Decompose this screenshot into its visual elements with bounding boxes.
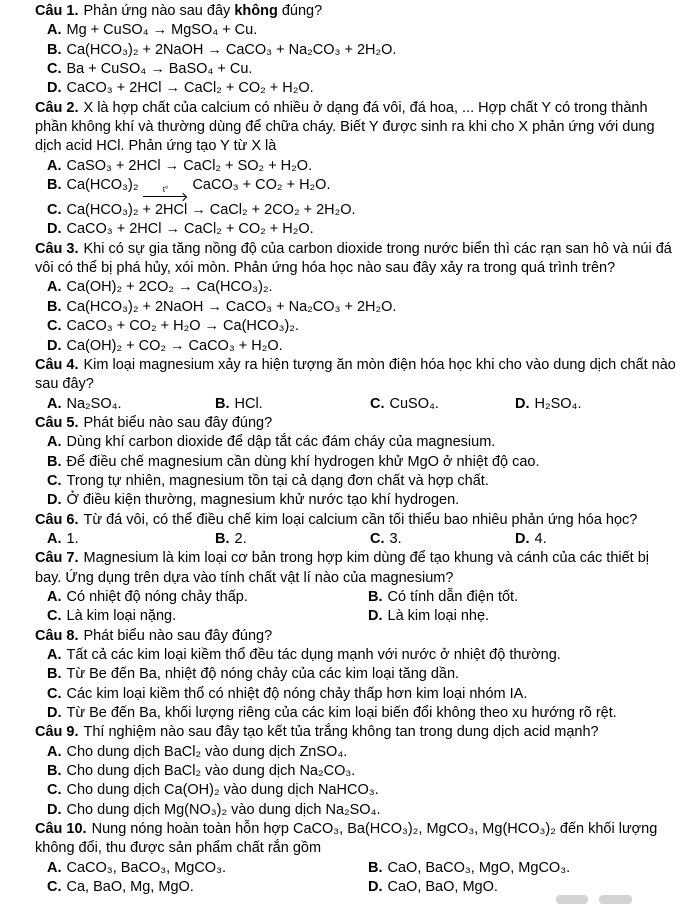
stem-text: Phát biểu nào sau đây đúng? bbox=[83, 627, 273, 644]
option-letter: C. bbox=[370, 395, 385, 412]
option-a bbox=[47, 859, 368, 878]
option-letter: B. bbox=[47, 763, 62, 780]
option-text: 4. bbox=[534, 530, 547, 547]
option-c bbox=[35, 685, 676, 704]
stem-text: đúng? bbox=[277, 3, 323, 19]
option-b bbox=[368, 859, 676, 878]
option-text: Cho dung dịch BaCl₂ vào dung dịch Na₂CO₃. bbox=[66, 763, 356, 780]
options-group bbox=[35, 433, 676, 510]
option-a bbox=[35, 433, 676, 452]
option-letter: A. bbox=[47, 157, 62, 174]
option-b bbox=[215, 395, 370, 414]
question-block-4 bbox=[35, 356, 676, 414]
question-number: Câu 1. bbox=[35, 3, 79, 19]
option-text: Dùng khí carbon dioxide để dập tắt các đám cháy của magnesium. bbox=[66, 434, 496, 451]
option-d bbox=[515, 395, 676, 414]
option-d bbox=[35, 337, 676, 356]
option-letter: D. bbox=[515, 395, 530, 412]
option-letter: B. bbox=[368, 859, 383, 876]
stem-text: Kim loại magnesium xảy ra hiện tượng ăn mòn điện hóa học khi cho vào dung dịch chất nào sau đây? bbox=[35, 356, 676, 393]
option-text: CaSO₃ + 2HCl → CaCl₂ + SO₂ + H₂O. bbox=[66, 157, 313, 174]
option-text: CuSO₄. bbox=[389, 395, 439, 412]
options-group bbox=[47, 395, 676, 414]
question-block-1 bbox=[35, 2, 676, 99]
question-number: Câu 7. bbox=[35, 550, 79, 567]
option-letter: D. bbox=[515, 530, 530, 547]
option-a bbox=[35, 21, 676, 40]
option-text: Ca(OH)₂ + CO₂ → CaCO₃ + H₂O. bbox=[66, 337, 283, 354]
stem-text: X là hợp chất của calcium có nhiều ở dạng đá vôi, đá hoa, ... Hợp chất Y có trong thành phần không khí và thường dùng để chữa cháy. Biết Y được sinh ra khi cho X phản ứng với dung dịch acid HCl. Phản ứng tạo Y từ X là bbox=[35, 99, 655, 155]
option-c bbox=[35, 781, 676, 800]
options-group bbox=[35, 646, 676, 723]
stem-text: Thí nghiệm nào sau đây tạo kết tủa trắng không tan trong dung dịch acid mạnh? bbox=[83, 724, 599, 741]
option-text: H₂SO₄. bbox=[534, 395, 582, 412]
option-text: Là kim loại nhẹ. bbox=[387, 608, 490, 625]
stem-text: Phản ứng nào sau đây bbox=[83, 3, 235, 19]
option-letter: B. bbox=[47, 177, 62, 194]
option-text: CaCO₃, BaCO₃, MgCO₃. bbox=[66, 859, 227, 876]
option-c bbox=[35, 472, 676, 491]
option-text: Có nhiệt độ nóng chảy thấp. bbox=[66, 588, 248, 605]
option-letter: C. bbox=[47, 318, 62, 335]
option-c bbox=[370, 530, 515, 549]
option-text: CaCO₃ + 2HCl → CaCl₂ + CO₂ + H₂O. bbox=[66, 221, 314, 238]
option-a bbox=[35, 743, 676, 762]
option-c bbox=[370, 395, 515, 414]
option-letter: D. bbox=[47, 801, 62, 818]
options-group bbox=[35, 157, 676, 240]
options-group bbox=[47, 588, 676, 627]
question-block-5 bbox=[35, 414, 676, 511]
option-a bbox=[35, 157, 676, 176]
option-letter: D. bbox=[47, 80, 62, 97]
option-letter: A. bbox=[47, 22, 62, 39]
option-text: CaCO₃ + 2HCl → CaCl₂ + CO₂ + H₂O. bbox=[66, 80, 314, 97]
question-stem bbox=[35, 511, 676, 530]
option-text: Na₂SO₄. bbox=[66, 395, 122, 412]
question-stem bbox=[35, 414, 676, 433]
arrow-shaft-icon bbox=[143, 193, 187, 201]
option-d bbox=[35, 704, 676, 723]
option-c bbox=[47, 878, 368, 897]
option-text: Từ Be đến Ba, nhiệt độ nóng chảy của các kim loại tăng dần. bbox=[66, 666, 460, 683]
option-letter: B. bbox=[215, 530, 230, 547]
option-text: Ca(HCO₃)₂ + 2HCl → CaCl₂ + 2CO₂ + 2H₂O. bbox=[66, 202, 356, 219]
question-number: Câu 10. bbox=[35, 821, 87, 838]
option-letter: C. bbox=[47, 608, 62, 625]
equation-left-side: Ca(HCO₃)₂ bbox=[66, 177, 139, 194]
reaction-arrow-icon bbox=[143, 186, 187, 201]
option-b bbox=[368, 588, 676, 607]
equation-right-side: CaCO₃ + CO₂ + H₂O. bbox=[192, 177, 331, 194]
option-letter: D. bbox=[47, 705, 62, 722]
option-text: Trong tự nhiên, magnesium tồn tại cả dạng đơn chất và hợp chất. bbox=[66, 472, 489, 489]
option-letter: B. bbox=[47, 298, 62, 315]
option-b bbox=[35, 41, 676, 60]
option-text: Để điều chế magnesium cần dùng khí hydrogen khử MgO ở nhiệt độ cao. bbox=[66, 453, 540, 470]
option-text: Ở điều kiện thường, magnesium khử nước tạo khí hydrogen. bbox=[66, 492, 460, 509]
option-letter: A. bbox=[47, 743, 62, 760]
option-letter: D. bbox=[47, 221, 62, 238]
option-text: 2. bbox=[234, 530, 247, 547]
question-block-9 bbox=[35, 723, 676, 820]
option-text: Cho dung dịch BaCl₂ vào dung dịch ZnSO₄. bbox=[66, 743, 348, 760]
option-c bbox=[47, 607, 368, 626]
stem-text: Khi có sự gia tăng nồng độ của carbon dioxide trong nước biển thì các rạn san hô và núi đá vôi có thể bị phá hủy, xói mòn. Phản ứng hóa học nào sau đây xảy ra trong quá trình trên? bbox=[35, 240, 672, 277]
option-text: Mg + CuSO₄ → MgSO₄ + Cu. bbox=[66, 22, 258, 39]
question-block-8 bbox=[35, 627, 676, 724]
question-stem bbox=[35, 99, 676, 157]
option-c bbox=[35, 201, 676, 220]
option-text: Ba + CuSO₄ → BaSO₄ + Cu. bbox=[66, 61, 253, 78]
option-text: 1. bbox=[66, 530, 79, 547]
scan-smudge-artifact bbox=[556, 895, 588, 904]
options-group bbox=[47, 859, 676, 898]
option-letter: D. bbox=[368, 879, 383, 896]
option-letter: A. bbox=[47, 530, 62, 547]
question-block-2 bbox=[35, 99, 676, 240]
option-letter: A. bbox=[47, 434, 62, 451]
option-b bbox=[35, 453, 676, 472]
option-letter: B. bbox=[215, 395, 230, 412]
stem-text: Phát biểu nào sau đây đúng? bbox=[83, 414, 273, 431]
option-text: Các kim loại kiềm thổ có nhiệt độ nóng chảy thấp hơn kim loại nhóm IA. bbox=[66, 685, 528, 702]
option-text: Cho dung dịch Ca(OH)₂ vào dung dịch NaHCO₃. bbox=[66, 782, 379, 799]
option-letter: A. bbox=[47, 647, 62, 663]
question-stem bbox=[35, 356, 676, 395]
question-stem bbox=[35, 2, 676, 21]
option-letter: C. bbox=[47, 782, 62, 799]
question-block-3 bbox=[35, 240, 676, 356]
option-a bbox=[47, 530, 215, 549]
option-d bbox=[35, 801, 676, 820]
option-letter: B. bbox=[47, 41, 62, 58]
option-b bbox=[35, 762, 676, 781]
option-letter: C. bbox=[47, 879, 62, 896]
option-text: Ca(OH)₂ + 2CO₂ → Ca(HCO₃)₂. bbox=[66, 279, 273, 296]
option-d bbox=[368, 607, 676, 626]
option-letter: C. bbox=[47, 685, 62, 702]
option-letter: C. bbox=[47, 472, 62, 489]
option-d bbox=[35, 220, 676, 239]
questions bbox=[35, 2, 676, 897]
option-letter: D. bbox=[368, 608, 383, 625]
option-b bbox=[35, 665, 676, 684]
option-text: Cho dung dịch Mg(NO₃)₂ vào dung dịch Na₂SO₄. bbox=[66, 801, 381, 818]
options-group bbox=[47, 530, 676, 549]
option-b bbox=[35, 176, 676, 201]
option-text: Ca(HCO₃)₂ + 2NaOH → CaCO₃ + Na₂CO₃ + 2H₂O. bbox=[66, 41, 397, 58]
question-number: Câu 4. bbox=[35, 356, 79, 373]
options-group bbox=[35, 743, 676, 820]
question-number: Câu 8. bbox=[35, 627, 79, 644]
question-stem bbox=[35, 549, 676, 588]
option-letter: C. bbox=[47, 202, 62, 219]
option-text: HCl. bbox=[234, 395, 263, 412]
question-number: Câu 2. bbox=[35, 99, 79, 116]
question-stem bbox=[35, 723, 676, 742]
option-c bbox=[35, 317, 676, 336]
arrow-condition-label: t° bbox=[162, 185, 169, 195]
option-text: CaCO₃ + CO₂ + H₂O → Ca(HCO₃)₂. bbox=[66, 318, 300, 335]
option-text: Có tính dẫn điện tốt. bbox=[387, 588, 519, 605]
option-letter: A. bbox=[47, 588, 62, 605]
scan-smudge-artifact bbox=[599, 895, 632, 904]
stem-text: Từ đá vôi, có thể điều chế kim loại calcium cần tối thiểu bao nhiêu phản ứng hóa học? bbox=[83, 511, 638, 528]
option-text: CaO, BaCO₃, MgO, MgCO₃. bbox=[387, 859, 571, 876]
question-stem bbox=[35, 240, 676, 279]
stem-text: Nung nóng hoàn toàn hỗn hợp CaCO₃, Ba(HCO₃)₂, MgCO₃, Mg(HCO₃)₂ đến khối lượng không đổi, thu được sản phẩm chất rắn gồm bbox=[35, 821, 658, 857]
option-text: 3. bbox=[389, 530, 402, 547]
question-number: Câu 5. bbox=[35, 414, 79, 431]
options-group bbox=[35, 278, 676, 355]
question-block-6 bbox=[35, 511, 676, 550]
option-b bbox=[215, 530, 370, 549]
question-block-7 bbox=[35, 549, 676, 626]
option-text: Ca, BaO, Mg, MgO. bbox=[66, 879, 194, 896]
option-letter: D. bbox=[47, 337, 62, 354]
stem-text: Magnesium là kim loại cơ bản trong hợp kim dùng để tạo khung và cánh của các thiết bị bay. Ứng dụng trên dựa vào tính chất vật lí nào của magnesium? bbox=[35, 550, 650, 586]
options-group bbox=[35, 21, 676, 98]
option-letter: A. bbox=[47, 859, 62, 876]
option-letter: B. bbox=[47, 453, 62, 470]
option-text: Tất cả các kim loại kiềm thổ đều tác dụng mạnh với nước ở nhiệt độ thường. bbox=[66, 647, 561, 663]
option-text: Là kim loại nặng. bbox=[66, 608, 177, 625]
option-letter: D. bbox=[47, 492, 62, 509]
stem-text: không bbox=[234, 3, 278, 19]
option-a bbox=[47, 395, 215, 414]
option-a bbox=[35, 646, 676, 665]
option-text: CaO, BaO, MgO. bbox=[387, 879, 498, 896]
option-text: Từ Be đến Ba, khối lượng riêng của các kim loại biến đổi không theo xu hướng rõ rệt. bbox=[66, 705, 617, 722]
option-c bbox=[35, 60, 676, 79]
option-d bbox=[515, 530, 676, 549]
option-d bbox=[35, 491, 676, 510]
option-text: Ca(HCO₃)₂ + 2NaOH → CaCO₃ + Na₂CO₃ + 2H₂O. bbox=[66, 298, 397, 315]
question-block-10 bbox=[35, 820, 676, 897]
question-stem bbox=[35, 627, 676, 646]
option-d bbox=[35, 79, 676, 98]
option-letter: C. bbox=[370, 530, 385, 547]
option-letter: C. bbox=[47, 61, 62, 78]
option-letter: B. bbox=[368, 588, 383, 605]
option-a bbox=[35, 278, 676, 297]
option-letter: A. bbox=[47, 395, 62, 412]
question-stem bbox=[35, 820, 676, 859]
option-letter: A. bbox=[47, 279, 62, 296]
option-a bbox=[47, 588, 368, 607]
question-number: Câu 3. bbox=[35, 240, 79, 257]
option-b bbox=[35, 298, 676, 317]
option-letter: B. bbox=[47, 666, 62, 683]
question-number: Câu 9. bbox=[35, 724, 79, 741]
question-number: Câu 6. bbox=[35, 511, 79, 528]
